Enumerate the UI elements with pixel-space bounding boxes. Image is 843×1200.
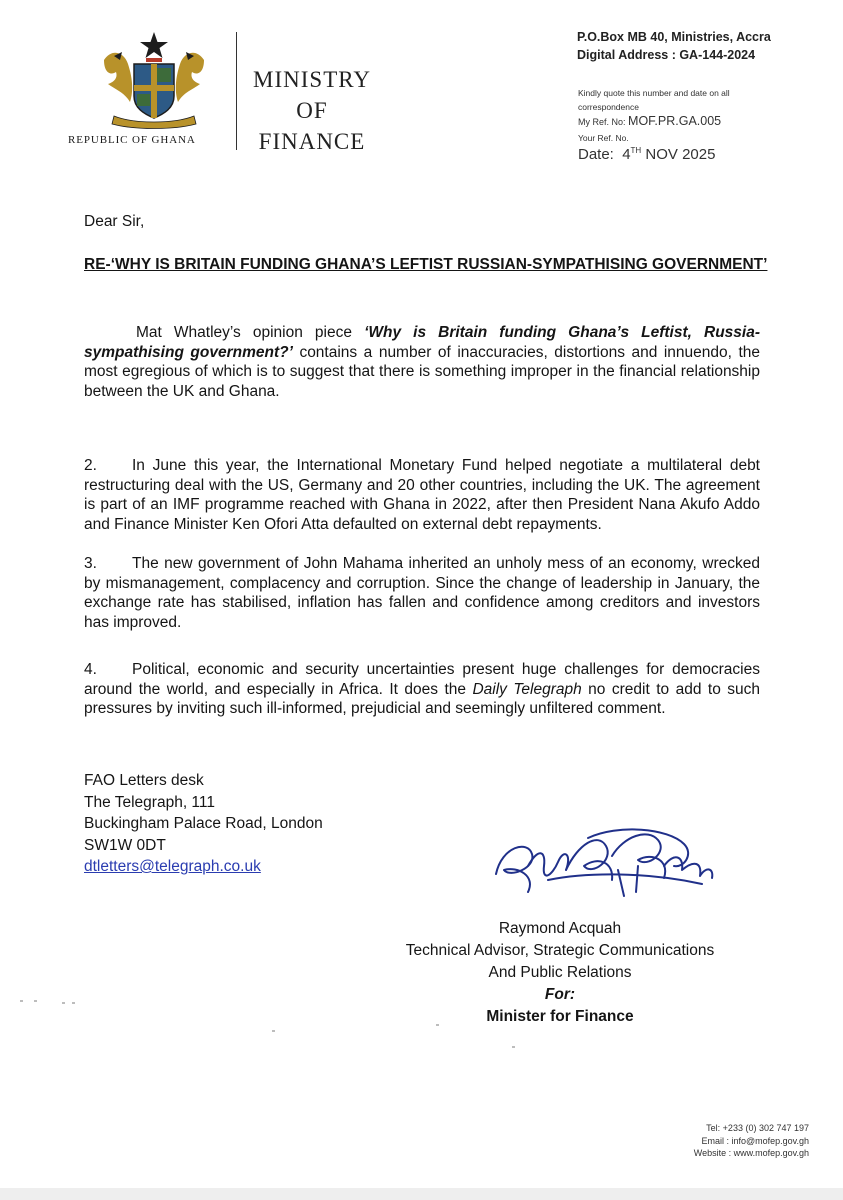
republic-of-ghana-label: REPUBLIC OF GHANA (68, 134, 196, 146)
paragraph-3-number: 3. (84, 555, 97, 572)
footer-email: Email : info@mofep.gov.gh (701, 1135, 809, 1146)
handwritten-signature (488, 826, 728, 906)
for-minister: Minister for Finance (486, 1008, 634, 1025)
my-ref (578, 111, 730, 132)
paragraph-1-intro: Mat Whatley’s opinion piece (136, 324, 365, 341)
for-label: For: (544, 986, 576, 1003)
quote-note-line-2: correspondence (578, 102, 639, 112)
quote-note-line-1: Kindly quote this number and date on all (578, 88, 730, 98)
recipient-email-link[interactable]: dtletters@telegraph.co.uk (84, 858, 261, 875)
ghana-coat-of-arms-icon (94, 30, 214, 130)
date-day: 4 (622, 146, 631, 163)
scan-bottom-edge (0, 1188, 843, 1200)
paragraph-2-text: In June this year, the International Monetary Fund helped negotiate a multilateral debt restructuring deal with the US, Germany and 20 other countries, including the UK. The agreement is part of an IMF programme reached with Ghana in 2022, after then President Nana Akufo Addo and Finance Minister Ken Ofori Atta defaulted on external debt repayments. (84, 457, 760, 533)
date-month-year: NOV 2025 (645, 146, 716, 163)
your-ref-label: Your Ref. No. (578, 133, 629, 143)
paragraph-4-number: 4. (84, 661, 97, 678)
signoff-block (340, 918, 780, 1028)
recipient-line-4: SW1W 0DT (84, 836, 166, 854)
paragraph-1-rest: contains a number of inaccuracies, distortions and innuendo, the most egregious of which is to suggest that there is something improper in the financial relationship between the UK and Ghana. (84, 343, 760, 400)
paragraph-3-text: The new government of John Mahama inherited an unholy mess of an economy, wrecked by mismanagement, complacency and corruption. Since the change of leadership in January, the exchange rate has stabilised, inflation has fallen and confidence among creditors and investors has improved. (84, 555, 760, 631)
publication-name: Daily Telegraph (472, 680, 582, 698)
my-ref-value: MOF.PR.GA.005 (628, 114, 722, 128)
signatory-name: Raymond Acquah (498, 920, 622, 937)
paragraph-4-text-a: Political, economic and security uncertainties present huge challenges for democracies around the world, and especially in Africa. It does the (84, 661, 760, 698)
ministry-line-1: MINISTRY (253, 67, 371, 92)
paragraph-2 (84, 456, 760, 534)
footer-tel: Tel: +233 (0) 302 747 197 (706, 1123, 809, 1133)
paragraph-4-text-b: no credit to add to such pressures by inviting such ill-informed, prejudicial and seemingly unfiltered comment. (84, 680, 761, 717)
subject-line: RE-‘WHY IS BRITAIN FUNDING GHANA’S LEFTIST RUSSIAN-SYMPATHISING GOVERNMENT’ (84, 256, 768, 273)
digital-address: Digital Address : GA-144-2024 (577, 48, 756, 62)
paragraph-2-number: 2. (84, 457, 97, 474)
paragraph-4 (84, 660, 760, 719)
ministry-line-3: FINANCE (258, 129, 366, 154)
paragraph-1 (84, 323, 760, 401)
date-label: Date: (578, 146, 614, 163)
recipient-line-3: Buckingham Palace Road, London (84, 815, 323, 832)
reference-block (578, 83, 730, 163)
ministry-of-finance-title (244, 64, 380, 157)
ministry-line-2: OF (296, 98, 328, 123)
letter-date (578, 146, 730, 163)
recipient-address (84, 770, 323, 878)
salutation: Dear Sir, (84, 213, 145, 230)
ministry-address (577, 28, 771, 64)
letterhead-divider (236, 32, 237, 150)
contact-footer (694, 1122, 809, 1160)
paragraph-3 (84, 554, 760, 632)
signatory-for (340, 984, 780, 1028)
date-suffix: TH (630, 146, 642, 155)
postal-address: P.O.Box MB 40, Ministries, Accra (577, 30, 771, 44)
article-title: ‘Why is Britain funding Ghana’s Leftist, Russia-sympathising government?’ (84, 324, 760, 361)
my-ref-label: My Ref. No: (578, 117, 626, 127)
signatory-title-1: Technical Advisor, Strategic Communications (405, 942, 715, 959)
recipient-line-2: The Telegraph, 111 (84, 793, 215, 811)
footer-website: Website : www.mofep.gov.gh (693, 1148, 809, 1158)
recipient-line-1: FAO Letters desk (84, 772, 204, 789)
signatory-title-2: And Public Relations (488, 964, 632, 981)
